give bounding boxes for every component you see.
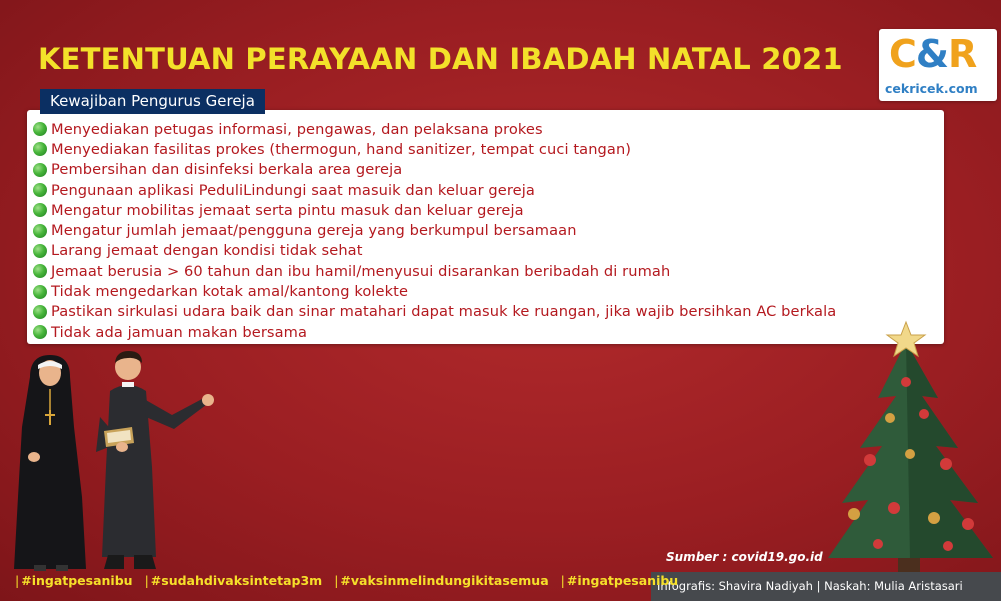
green-dot-icon — [33, 203, 47, 217]
logo-mark-r: R — [948, 32, 977, 76]
rule-text: Pengunaan aplikasi PeduliLindungi saat masuik dan keluar gereja — [51, 181, 535, 199]
rule-item — [33, 139, 944, 159]
nun-and-priest-illustration — [12, 347, 222, 575]
rule-item — [33, 200, 944, 220]
rule-item — [33, 220, 944, 240]
rules-list — [27, 110, 944, 342]
rule-item — [33, 160, 944, 180]
rule-text: Pembersihan dan disinfeksi berkala area gereja — [51, 161, 403, 179]
green-dot-icon — [33, 305, 47, 319]
rule-item — [33, 322, 944, 342]
rule-text: Mengatur mobilitas jemaat serta pintu masuk dan keluar gereja — [51, 201, 524, 219]
cekricek-logo — [879, 29, 997, 101]
rule-text: Menyediakan fasilitas prokes (thermogun, hand sanitizer, tempat cuci tangan) — [51, 140, 632, 158]
nun-figure — [14, 355, 86, 571]
logo-mark — [889, 32, 976, 76]
page-title: KETENTUAN PERAYAAN DAN IBADAH NATAL 2021 — [38, 42, 843, 76]
christmas-tree-illustration — [818, 318, 1001, 601]
credits-bar: Infografis: Shavira Nadiyah | Naskah: Mulia Aristasari — [651, 572, 1001, 601]
green-dot-icon — [33, 163, 47, 177]
rule-text: Jemaat berusia > 60 tahun dan ibu hamil/menyusui disarankan beribadah di rumah — [51, 262, 671, 280]
green-dot-icon — [33, 224, 47, 238]
section-subtitle: Kewajiban Pengurus Gereja — [40, 89, 265, 114]
hashtags — [15, 573, 678, 588]
hashtag: | #sudahdivaksintetap3m — [145, 573, 323, 588]
green-dot-icon — [33, 122, 47, 136]
source-note: Sumber : covid19.go.id — [666, 550, 823, 564]
green-dot-icon — [33, 285, 47, 299]
logo-site: cekricek.com — [885, 81, 978, 96]
hashtag: | #vaksinmelindungikitasemua — [334, 573, 548, 588]
logo-mark-k: & — [915, 32, 949, 76]
rules-panel — [27, 110, 944, 344]
rule-text: Tidak mengedarkan kotak amal/kantong kolekte — [51, 283, 409, 301]
hashtag: | #ingatpesanibu — [561, 573, 679, 588]
rule-item — [33, 180, 944, 200]
hashtag: | #ingatpesanibu — [15, 573, 133, 588]
rule-text: Pastikan sirkulasi udara baik dan sinar matahari dapat masuk ke ruangan, jika wajib bersihkan AC berkala — [51, 303, 837, 321]
rule-item — [33, 281, 944, 301]
priest-figure — [96, 351, 214, 569]
green-dot-icon — [33, 142, 47, 156]
green-dot-icon — [33, 183, 47, 197]
green-dot-icon — [33, 244, 47, 258]
rule-text: Menyediakan petugas informasi, pengawas, dan pelaksana prokes — [51, 120, 543, 138]
rule-text: Larang jemaat dengan kondisi tidak sehat — [51, 242, 363, 260]
rule-text: Tidak ada jamuan makan bersama — [51, 323, 308, 341]
green-dot-icon — [33, 325, 47, 339]
rule-item — [33, 119, 944, 139]
logo-mark-c: C — [889, 32, 916, 76]
rule-item — [33, 241, 944, 261]
green-dot-icon — [33, 264, 47, 278]
rule-item — [33, 261, 944, 281]
rule-item — [33, 302, 944, 322]
rule-text: Mengatur jumlah jemaat/pengguna gereja yang berkumpul bersamaan — [51, 222, 577, 240]
